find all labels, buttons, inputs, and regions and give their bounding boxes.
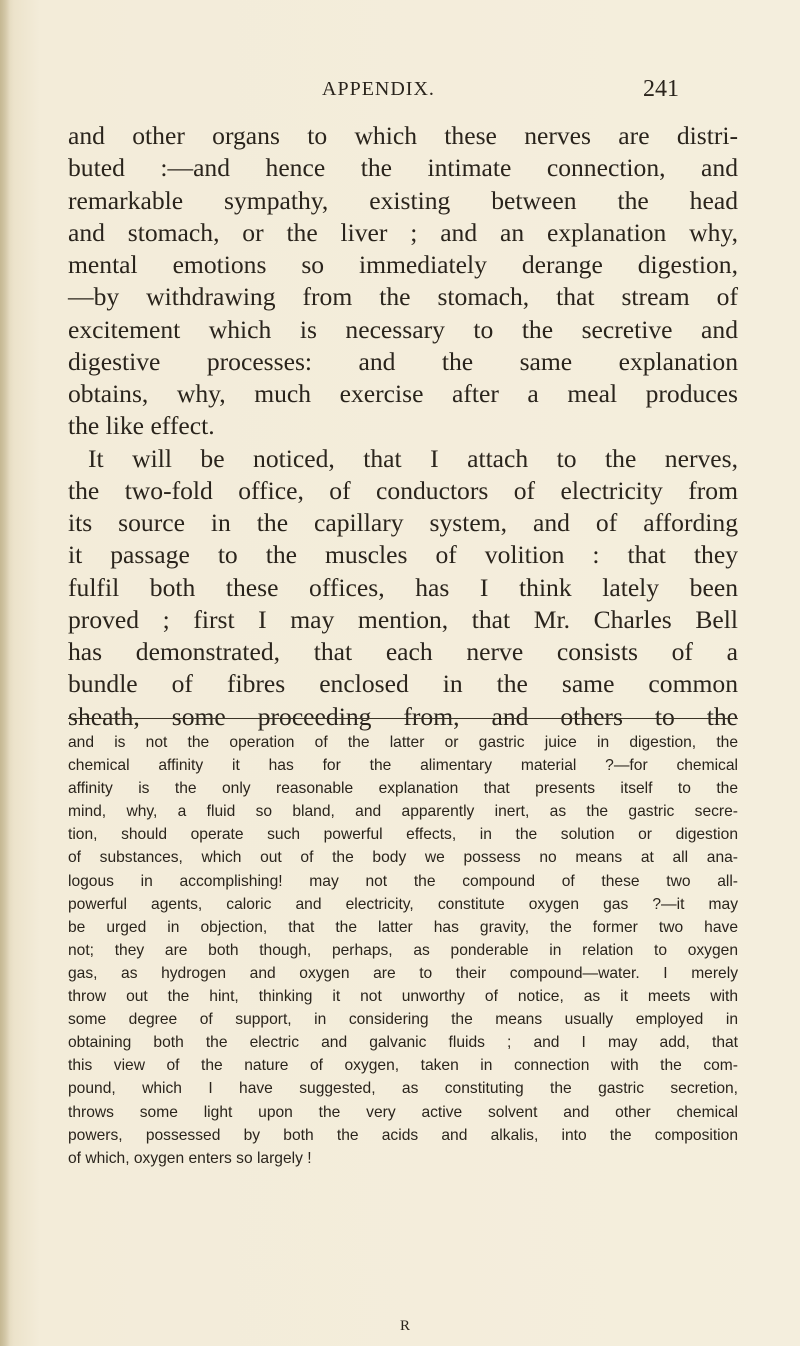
footnote-line: of which, oxygen enters so largely ! — [68, 1149, 312, 1167]
footnote-line: throw out the hint, thinking it not unworthy of notice, as it meets with — [68, 988, 738, 1006]
footnote-line: of substances, which out of the body we possess no means at all ana- — [68, 849, 738, 867]
main-text-line: It will be noticed, that I attach to the nerves, — [88, 443, 738, 473]
footnote-line: chemical affinity it has for the alimentary material ?—for chemical — [68, 757, 738, 775]
signature-mark: R — [400, 1318, 411, 1334]
main-text-block — [68, 120, 738, 733]
main-text-line: the like effect. — [68, 411, 215, 441]
gutter-shadow — [0, 0, 10, 1346]
footnote-line: gas, as hydrogen and oxygen are to their compound—water. I merely — [68, 964, 738, 982]
page-header — [0, 78, 800, 108]
main-text-line: excitement which is necessary to the secretive and — [68, 314, 738, 344]
running-head: APPENDIX. — [322, 78, 435, 100]
footnote-divider — [68, 718, 738, 719]
footnote-line: throws some light upon the very active solvent and other chemical — [68, 1103, 738, 1121]
main-text-line: and other organs to which these nerves are distri- — [68, 121, 738, 150]
footnote-line: pound, which I have suggested, as constituting the gastric secretion, — [68, 1080, 738, 1098]
footnote-block — [68, 731, 738, 1170]
footnote-line: logous in accomplishing! may not the compound of these two all- — [68, 872, 738, 890]
main-text-line: fulfil both these offices, has I think lately been — [68, 572, 738, 602]
main-text-line: has demonstrated, that each nerve consists of a — [68, 637, 738, 666]
main-text-line: bundle of fibres enclosed in the same common — [68, 669, 738, 699]
footnote-line: some degree of support, in considering the means usually employed in — [68, 1011, 738, 1029]
main-text-line: mental emotions so immediately derange digestion, — [68, 250, 738, 279]
main-text-line: —by withdrawing from the stomach, that stream of — [68, 282, 738, 312]
main-text-line: remarkable sympathy, existing between the head — [68, 185, 738, 215]
footnote-line: tion, should operate such powerful effects, in the solution or digestion — [68, 826, 738, 844]
main-text-line: its source in the capillary system, and of affording — [68, 508, 738, 537]
footnote-line: powers, possessed by both the acids and alkalis, into the composition — [68, 1126, 738, 1144]
main-text-line: and stomach, or the liver ; and an explanation why, — [68, 217, 738, 247]
main-text-line: the two-fold office, of conductors of electricity from — [68, 475, 738, 505]
main-text-line: buted :—and hence the intimate connection, and — [68, 153, 738, 183]
footnote-line: obtaining both the electric and galvanic fluids ; and I may add, that — [68, 1034, 738, 1052]
footnote-line: powerful agents, caloric and electricity, constitute oxygen gas ?—it may — [68, 895, 738, 913]
main-text-line: sheath, some proceeding from, and others to the — [68, 701, 738, 731]
main-text-line: obtains, why, much exercise after a meal produces — [68, 379, 738, 408]
main-text-line: digestive processes: and the same explanation — [68, 346, 738, 376]
page-number: 241 — [643, 76, 679, 102]
main-text-line: it passage to the muscles of volition : that they — [68, 540, 738, 570]
footnote-line: affinity is the only reasonable explanation that presents itself to the — [68, 780, 738, 798]
footnote-line: this view of the nature of oxygen, taken in connection with the com- — [68, 1057, 738, 1075]
footnote-line: be urged in objection, that the latter has gravity, the former two have — [68, 918, 738, 936]
footnote-line: not; they are both though, perhaps, as ponderable in relation to oxygen — [68, 941, 738, 959]
footnote-line: and is not the operation of the latter or gastric juice in digestion, the — [68, 734, 738, 751]
footnote-line: mind, why, a fluid so bland, and apparently inert, as the gastric secre- — [68, 803, 738, 821]
main-text-line: proved ; first I may mention, that Mr. Charles Bell — [68, 604, 738, 634]
